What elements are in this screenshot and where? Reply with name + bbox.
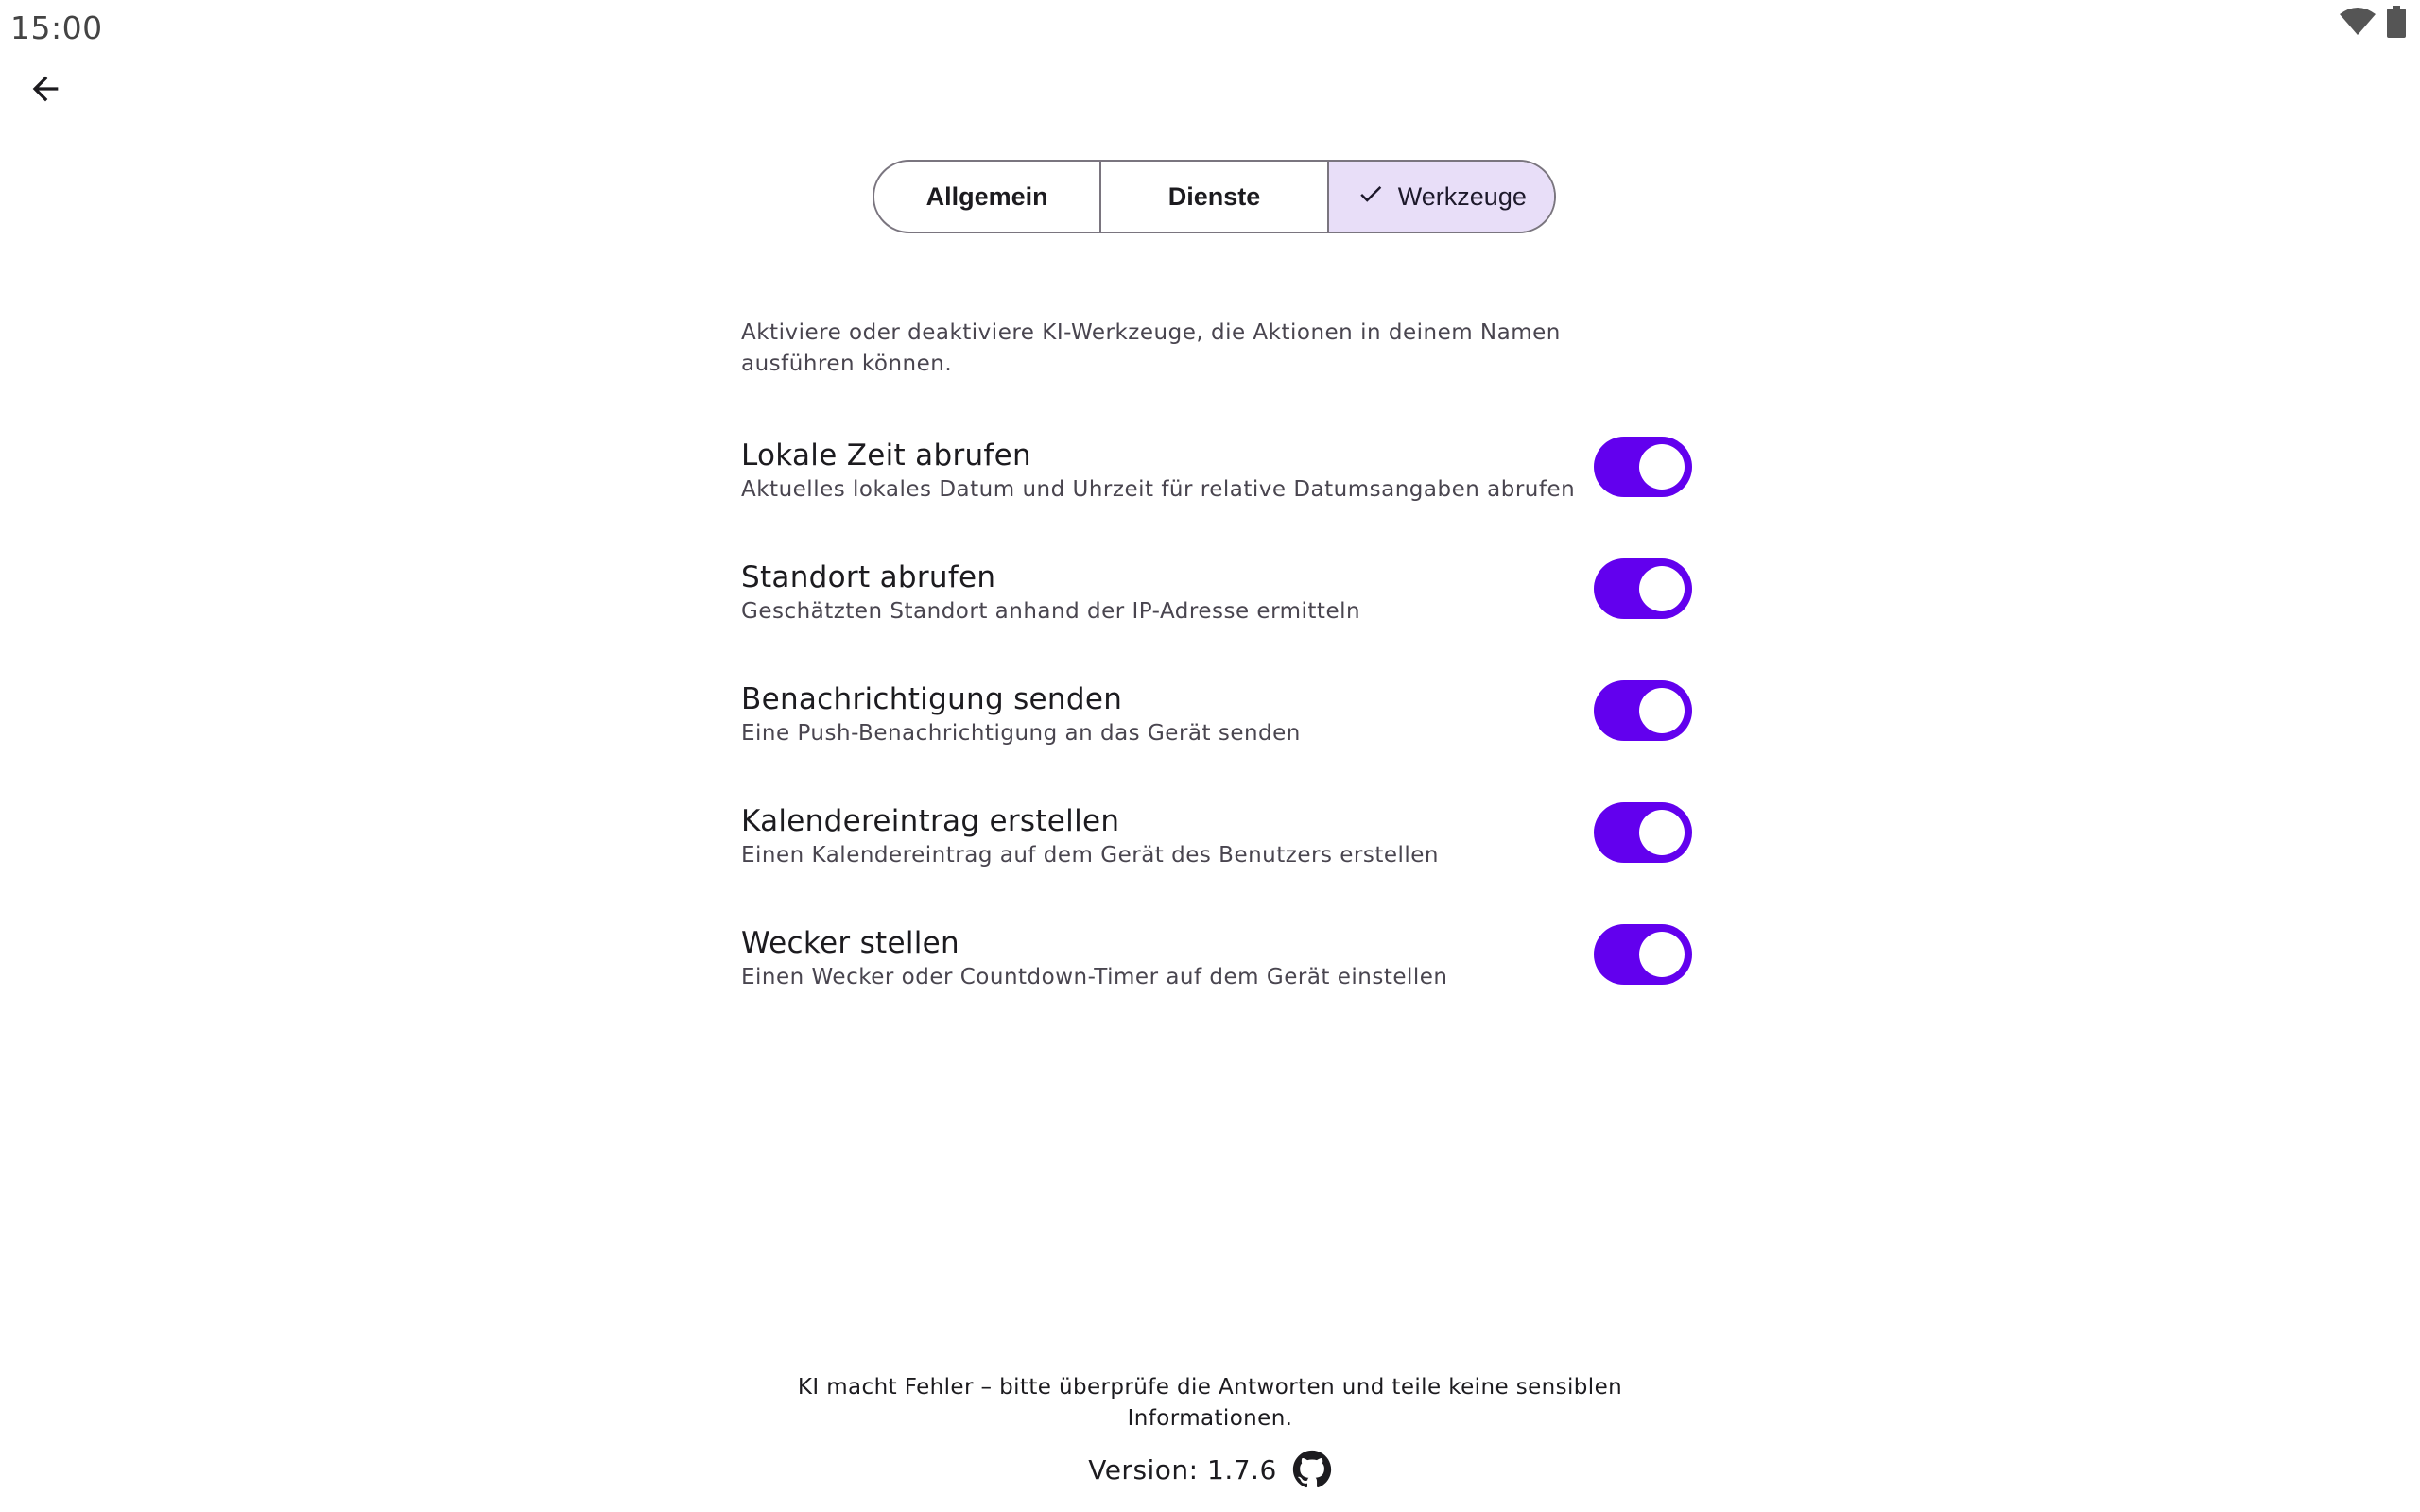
toggle-notification[interactable] xyxy=(1594,680,1692,741)
settings-tabs xyxy=(873,160,1556,233)
tool-row-notification xyxy=(741,680,1692,802)
switch-thumb xyxy=(1639,688,1685,733)
tool-row-local-time xyxy=(741,437,1692,558)
tool-subtitle: Einen Wecker oder Countdown-Timer auf dem Gerät einstellen xyxy=(741,965,1448,989)
tools-content xyxy=(741,318,1692,1046)
tool-title: Lokale Zeit abrufen xyxy=(741,438,1031,472)
toggle-calendar[interactable] xyxy=(1594,802,1692,863)
toggle-local-time[interactable] xyxy=(1594,437,1692,497)
version-row xyxy=(0,1450,2420,1489)
tool-subtitle: Aktuelles lokales Datum und Uhrzeit für relative Datumsangaben abrufen xyxy=(741,477,1576,502)
toggle-location[interactable] xyxy=(1594,558,1692,619)
tool-title: Standort abrufen xyxy=(741,560,996,594)
wifi-icon xyxy=(2339,7,2377,37)
check-icon xyxy=(1357,180,1385,215)
battery-icon xyxy=(2386,6,2407,38)
tool-title: Kalendereintrag erstellen xyxy=(741,804,1120,838)
switch-thumb xyxy=(1639,566,1685,611)
status-icons xyxy=(2339,6,2407,38)
status-time: 15:00 xyxy=(10,9,103,46)
tool-subtitle: Geschätzten Standort anhand der IP-Adresse ermitteln xyxy=(741,599,1361,624)
tool-row-location xyxy=(741,558,1692,680)
switch-thumb xyxy=(1639,444,1685,490)
tab-werkzeuge[interactable] xyxy=(1329,162,1554,232)
tab-label: Dienste xyxy=(1167,181,1261,211)
tools-description: Aktiviere oder deaktiviere KI-Werkzeuge, die Aktionen in deinem Namen ausführen können. xyxy=(741,320,1561,376)
tool-row-calendar xyxy=(741,802,1692,924)
switch-thumb xyxy=(1639,932,1685,977)
back-button[interactable] xyxy=(19,64,72,117)
tool-title: Wecker stellen xyxy=(741,926,959,960)
tab-dienste[interactable] xyxy=(1101,162,1328,232)
toggle-alarm[interactable] xyxy=(1594,924,1692,985)
ai-disclaimer: KI macht Fehler – bitte überprüfe die Antworten und teile keine sensiblen Informationen. xyxy=(797,1375,1623,1431)
arrow-back-icon xyxy=(26,70,64,112)
tool-row-alarm xyxy=(741,924,1692,1046)
tool-title: Benachrichtigung senden xyxy=(741,682,1123,716)
switch-thumb xyxy=(1639,810,1685,855)
github-icon[interactable] xyxy=(1292,1450,1332,1489)
tab-label: Allgemein xyxy=(925,181,1048,211)
tab-label: Werkzeuge xyxy=(1397,181,1527,211)
tool-subtitle: Eine Push-Benachrichtigung an das Gerät senden xyxy=(741,721,1301,746)
tab-allgemein[interactable] xyxy=(874,162,1101,232)
version-label: Version: 1.7.6 xyxy=(1088,1453,1277,1486)
tool-subtitle: Einen Kalendereintrag auf dem Gerät des Benutzers erstellen xyxy=(741,843,1440,868)
